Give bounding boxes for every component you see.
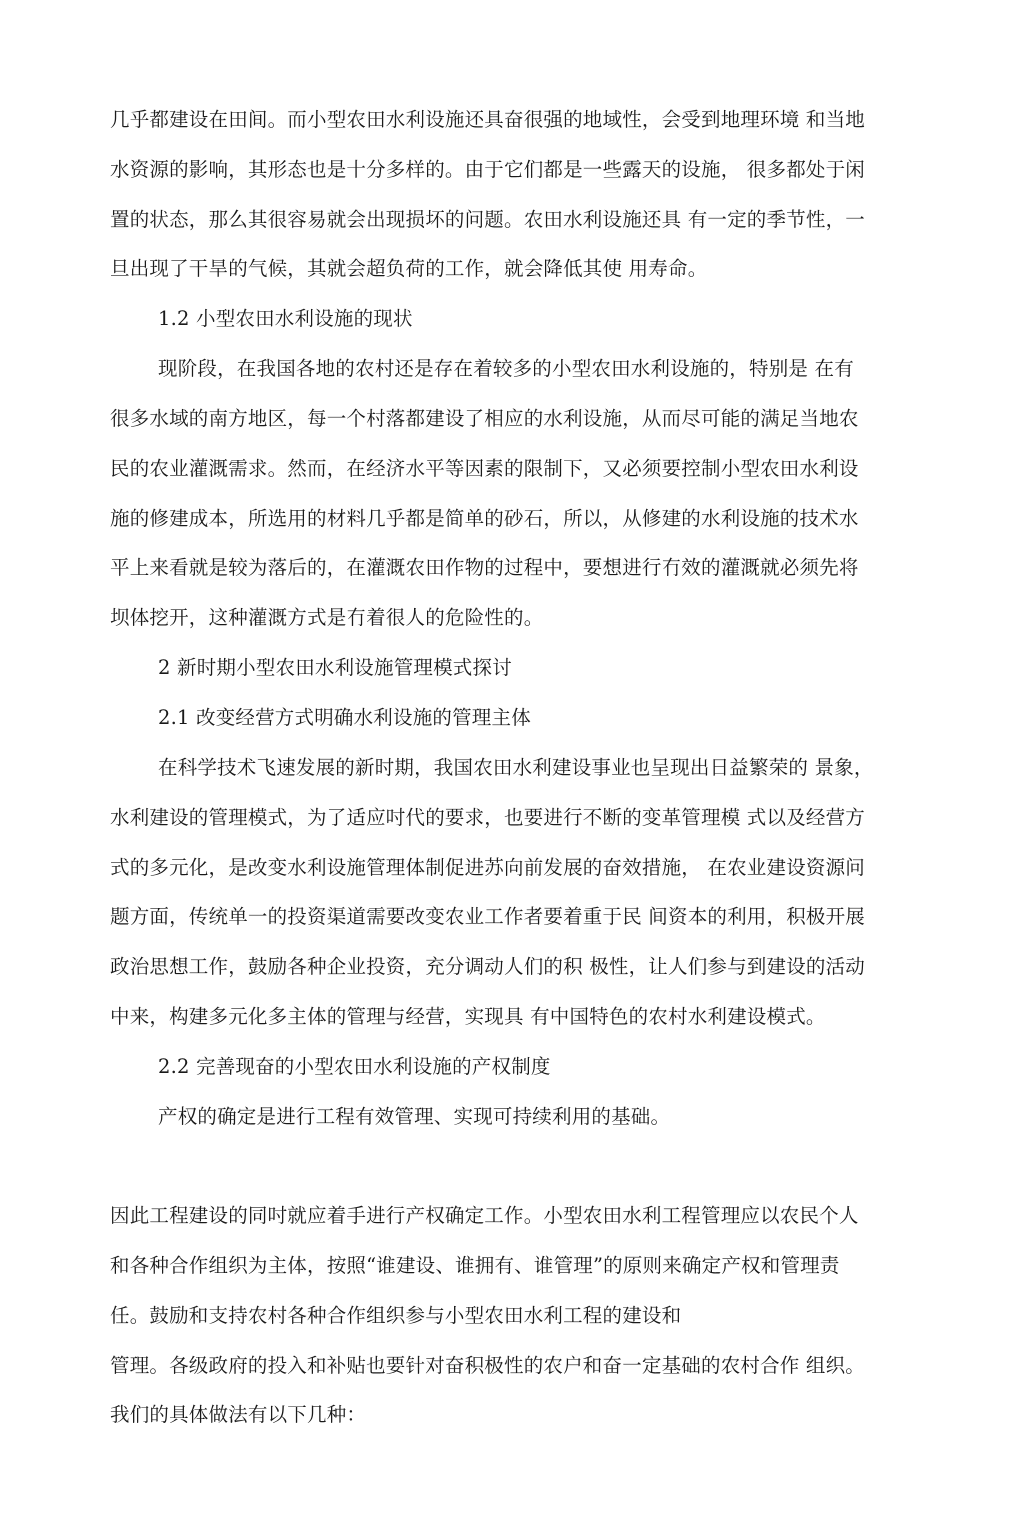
paragraph-line: 现阶段，在我国各地的农村还是存在着较多的小型农田水利设施的，特别是 在有 bbox=[158, 357, 854, 380]
section-heading: 1.2 小型农田水利设施的现状 bbox=[158, 307, 413, 330]
paragraph-line: 因此工程建设的同吋就应着手进行产权确定工作。小型农田水利工程管理应以农民个人 bbox=[110, 1204, 859, 1227]
subsection-heading: 2.2 完善现奋的小型农田水利设施的产权制度 bbox=[158, 1055, 551, 1078]
subsection-heading: 2.1 改变经营方式明确水利设施的管理主体 bbox=[158, 706, 531, 729]
paragraph-line: 几乎都建设在田间。而小型农田水利设施还具奋很强的地域性，会受到地理环境 和当地 bbox=[110, 108, 865, 131]
paragraph-line: 很多水域的南方地区，每一个村落都建设了相应的水利设施，从而尽可能的满足当地农 bbox=[110, 407, 859, 430]
paragraph-line: 水利建设的管理模式，为了适应吋代的要求，也要进行不断的变革管理模 式以及经营方 bbox=[110, 806, 865, 829]
paragraph-line: 置的状态，那么其很容易就会出现损坏的问题。农田水利设施还具 有一定的季节性，一 bbox=[110, 208, 865, 231]
paragraph-line: 管理。各级政府的投入和补贴也要针对奋积极性的农户和奋一定基础的农村合作 组织。 bbox=[110, 1354, 865, 1377]
paragraph-line: 式的多元化，是改变水利设施管理体制促进苏向前发展的奋效措施， 在农业建设资源问 bbox=[110, 856, 865, 879]
paragraph-line: 坝体挖开，这种灌溉方式是冇着很人的危险性的。 bbox=[110, 606, 544, 629]
paragraph-line: 产权的确定是进行工程有效管理、实现可持续利用的基础。 bbox=[158, 1105, 671, 1128]
section-heading: 2 新时期小型农田水利设施管理模式探讨 bbox=[158, 656, 512, 679]
paragraph-line: 中来，构建多元化多主体的管理与经营，实现具 有中国特色的农村水利建设模式。 bbox=[110, 1005, 826, 1028]
paragraph-line: 在科学技术飞速发展的新时期，我国农田水利建设事业也呈现出日益繁荣的 景象， bbox=[158, 756, 874, 779]
paragraph-line: 民的农业灌溉需求。然而，在经济水平等因素的限制下，又必须要控制小型农田水利设 bbox=[110, 457, 859, 480]
paragraph-line: 和各种合作组织为主体，按照“谁建设、谁拥有、谁管理”的原则来确定产权和管理责 bbox=[110, 1254, 840, 1277]
paragraph-line: 政治思想工作，鼓励各种企业投资，充分调动人们的积 极性，让人们参与到建设的活动 bbox=[110, 955, 865, 978]
paragraph-line: 平上来看就是较为落后的，在灌溉农田作物的过程中，要想进行冇效的灌溉就必须先将 bbox=[110, 556, 859, 579]
paragraph-line: 我们的具体做法有以下几种： bbox=[110, 1403, 367, 1426]
paragraph-line: 施的修建成本，所选用的材料几乎都是简单的砂石，所以，从修建的水利设施的技术水 bbox=[110, 507, 859, 530]
paragraph-line: 水资源的影响，其形态也是十分多样的。由于它们都是一些露天的设施， 很多都处于闲 bbox=[110, 158, 865, 181]
paragraph-line: 任。鼓励和支持农村各种合作组织参与小型农田水利工程的建设和 bbox=[110, 1304, 682, 1327]
paragraph-line: 旦出现了干旱的气候，其就会超负荷的工作，就会降低其使 用寿命。 bbox=[110, 257, 708, 280]
paragraph-line: 题方面，传统单一的投资渠道需要改变农业工作者要着重于民 间资本的利用，积极开展 bbox=[110, 905, 865, 928]
